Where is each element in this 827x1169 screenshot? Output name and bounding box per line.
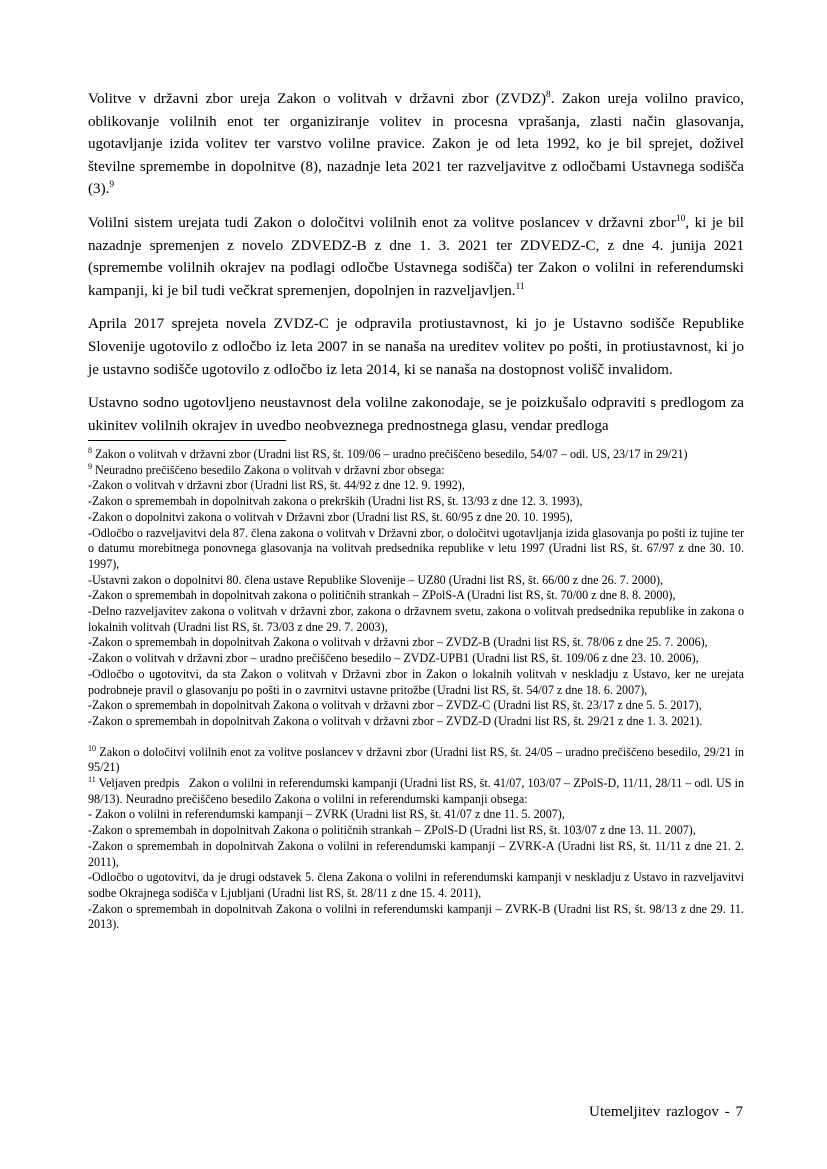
footnote-list-item: -Odločbo o razveljavitvi dela 87. člena zakona o volitvah v Državni zbor, o določitvi ugotavljanja izida glasovanja po pošti iz tujine ter o datumu morebitnega ponovnega glasovanja na volitvah predsednika republike v letu 1997 (Uradni list RS, št. 67/97 z dne 30. 10. 1997), [88,525,744,571]
footnote-list-item: -Delno razveljavitev zakona o volitvah v državni zbor, zakona o državnem svetu, zakona o volitvah predsednika republike in zakona o lokalnih volitvah (Uradni list RS, št. 73/03 z dne 29. 7. 2003), [88,604,744,634]
footnote-ref[interactable]: 11 [515,281,525,292]
footnote-10 [88,745,744,776]
footnote-11 [88,775,748,807]
footnote-text: Neuradno prečiščeno besedilo Zakona o volitvah v državni zbor obsega: [92,462,445,477]
footnote-separator [88,440,286,441]
footnotes [88,445,748,933]
footnote-gap [88,730,744,745]
paragraph-text: Volilni sistem urejata tudi Zakon o določitvi volilnih enot za volitve poslancev v državni zbor [88,214,676,231]
footnote-list-item: -Zakon o dopolnitvi zakona o volitvah v Državni zbor (Uradni list RS, št. 60/95 z dne 20. 10. 1995), [88,509,573,524]
footnote-9 [88,463,744,479]
footnote-number: 11 [88,775,96,785]
footnote-text: Zakon o določitvi volilnih enot za volitve poslancev v državni zbor (Uradni list RS, št. 24/05 – uradno prečiščeno besedilo, 29/21 in 95/21) [88,744,744,775]
footnote-list-item: -Zakon o spremembah in dopolnitvah Zakona o volitvah v državni zbor – ZVDZ-B (Uradni list RS, št. 78/06 z dne 25. 7. 2006), [88,635,708,650]
paragraph [88,88,744,201]
footnote-list-item: -Zakon o volitvah v državni zbor – uradno prečiščeno besedilo – ZVDZ-UPB1 (Uradni list RS, št. 109/06 z dne 23. 10. 2006), [88,651,699,666]
page-footer: Utemeljitev razlogov - 7 [589,1104,743,1120]
paragraph-text: , ki je bil nazadnje spremenjen z novelo ZDVEDZ-B z dne 1. 3. 2021 ter ZDVEDZ-C, z dne 4. junija 2021 (spremembe volilnih okrajev na podlagi odločbe Ustavnega sodišča) ter Zakon o volilni in referendumski kampanji, ki je bil tudi večkrat spremenjen, dopolnjen in razveljavljen. [88,214,744,299]
footnote-text: Zakon o volitvah v državni zbor (Uradni list RS, št. 109/06 – uradno prečiščeno besedilo, 54/07 – odl. US, 23/17 in 29/21) [92,447,688,461]
footnote-ref[interactable]: 8 [546,89,551,100]
footnote-number: 9 [88,461,92,471]
paragraph-text: Volitve v državni zbor ureja Zakon o volitvah v državni zbor (ZVDZ) [88,91,547,107]
footnote-ref[interactable]: 9 [109,180,115,191]
footnote-list-item: -Zakon o spremembah in dopolnitvah zakona o prekrških (Uradni list RS, št. 13/93 z dne 12. 3. 1993), [88,494,583,509]
footnote-list-item: -Zakon o spremembah in dopolnitvah Zakona o političnih strankah – ZPolS-D (Uradni list RS, št. 103/07 z dne 13. 11. 2007), [88,823,696,838]
footnote-list-item: -Odločbo o ugotovitvi, da sta Zakon o volitvah v Državni zbor in Zakon o lokalnih volitvah v neskladju z Ustavo, ker ne urejata podrobneje pravil o glasovanju po pošti in o zavrnitvi ustavne pritožbe (Uradni list RS, št. 54/07 z dne 18. 6. 2007), [88,666,744,697]
footnote-list-item: -Zakon o volitvah v državni zbor (Uradni list RS, št. 44/92 z dne 12. 9. 1992), [88,478,465,493]
body-text [88,88,744,448]
footnote-number: 10 [88,743,96,753]
footnote-8 [88,447,744,463]
paragraph-text: . Zakon ureja volilno pravico, oblikovanje volilnih enot ter organiziranje volitev in procesna vprašanja, zlasti način glasovanja, ugotavljanje izida volitev ter varstvo volilne pravice. Zakon je od leta 1992, ko je bil sprejet, doživel številne spremembe in dopolnitve (8), nazadnje leta 2021 ter razveljavitve z odločbami Ustavnega sodišča (3). [88,91,744,198]
footnote-list-item: -Zakon o spremembah in dopolnitvah Zakona o volilni in referendumski kampanji – ZVRK-B (Uradni list RS, št. 98/13 z dne 29. 11. 2013). [88,901,744,932]
footnote-list-item: -Zakon o spremembah in dopolnitvah Zakona o volitvah v državni zbor – ZVDZ-D (Uradni list RS, št. 29/21 z dne 1. 3. 2021). [88,713,703,728]
footnote-list-item: -Ustavni zakon o dopolnitvi 80. člena ustave Republike Slovenije – UZ80 (Uradni list RS, št. 66/00 z dne 26. 7. 2000), [88,572,664,587]
paragraph [88,392,744,437]
paragraph [88,212,744,302]
footnote-list-item: -Zakon o spremembah in dopolnitvah Zakona o volitvah v državni zbor – ZVDZ-C (Uradni list RS, št. 23/17 z dne 5. 5. 2017), [88,698,702,713]
footnote-number: 8 [88,445,92,455]
paragraph-text: Ustavno sodno ugotovljeno neustavnost dela volilne zakonodaje, se je poizkušalo odpraviti s predlogom za ukinitev volilnih okrajev in uvedbo neobveznega prednostnega glasu, vendar predloga [88,395,744,434]
footnote-list-item: -Zakon o spremembah in dopolnitvah Zakona o volilni in referendumski kampanji – ZVRK-A (Uradni list RS, št. 11/11 z dne 21. 2. 2011), [88,838,744,869]
footnote-list-item: - Zakon o volilni in referendumski kampanji – ZVRK (Uradni list RS, št. 41/07 z dne 11. 5. 2007), [88,807,565,822]
footnote-ref[interactable]: 10 [675,213,686,224]
paragraph-text: Aprila 2017 sprejeta novela ZVDZ-C je odpravila protiustavnost, ki jo je Ustavno sodišče Republike Slovenije ugotovilo z odločbo iz leta 2007 in se nanaša na ureditev volitev po pošti, in protiustavnost, ki jo je ustavno sodišče ugotovilo z odločbo iz leta 2014, ki se nanaša na dostopnost volišč invalidom. [88,316,744,378]
paragraph [88,313,744,381]
footnote-list-item: -Zakon o spremembah in dopolnitvah zakona o političnih strankah – ZPolS-A (Uradni list RS, št. 70/00 z dne 8. 8. 2000), [88,588,676,603]
footnote-list-item: -Odločbo o ugotovitvi, da je drugi odstavek 5. člena Zakona o volilni in referendumski kampanji v neskladju z Ustavo in razveljavitvi sodbe Okrajnega sodišča v Ljubljani (Uradni list RS, št. 28/11 z dne 15. 4. 2011), [88,870,744,900]
footnote-text: Veljaven predpis Zakon o volilni in referendumski kampanji (Uradni list RS, št. 41/07, 103/07 – ZPolS-D, 11/11, 28/11 – odl. US in 98/13). Neuradno prečiščeno besedilo Zakona o volilni in referendumski kampanji obsega: [88,776,748,806]
